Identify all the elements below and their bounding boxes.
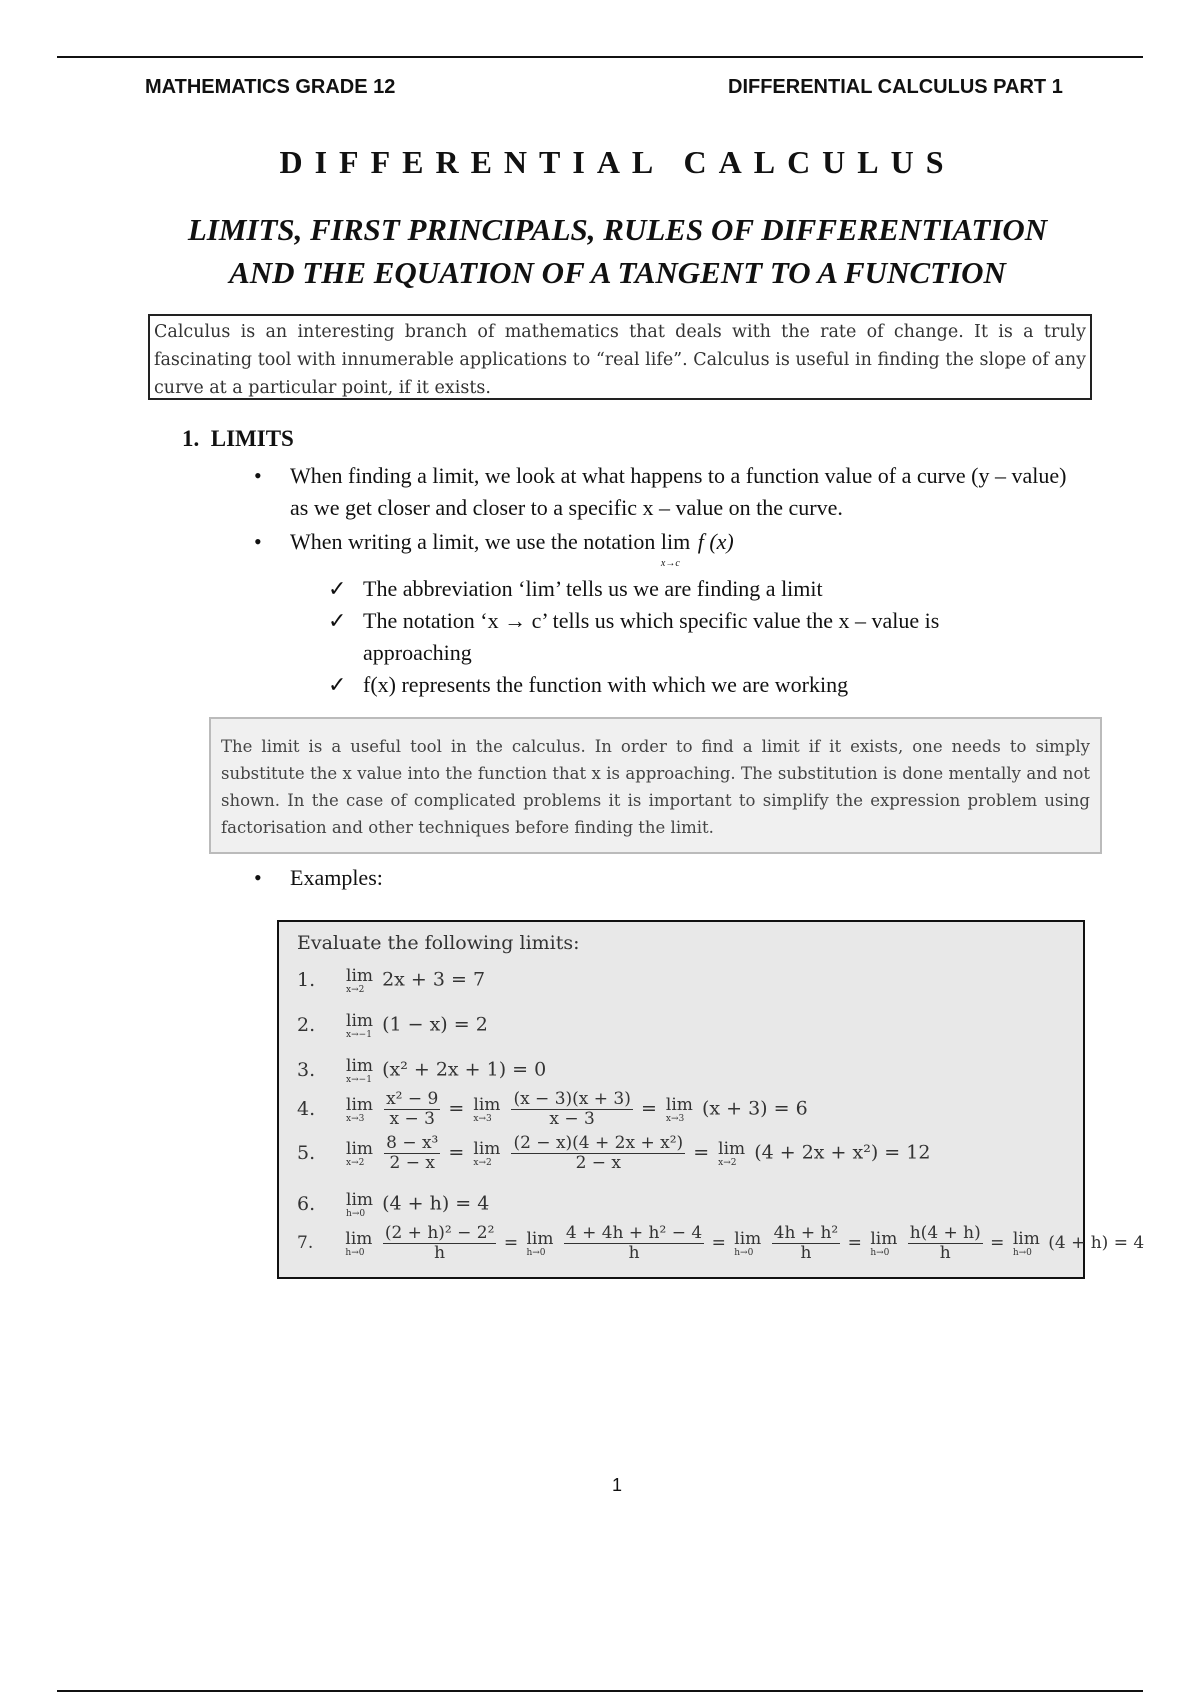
limit-symbol: lim x→2	[473, 1139, 501, 1168]
limit-symbol: lim h→0	[734, 1229, 762, 1258]
limit-symbol: lim x→3	[665, 1095, 693, 1124]
example-row	[297, 966, 485, 995]
fraction: $\frac{\text{x² − 9}}{x - 3}$	[386, 1089, 439, 1129]
subtitle-line-2: AND THE EQUATION OF A TANGENT TO A FUNCTION	[229, 255, 1006, 290]
bullet-item	[254, 526, 1070, 569]
example-expression: (x + 3) = 6	[701, 1097, 808, 1120]
check-item	[328, 605, 1003, 669]
limit-symbol: lim x→−1	[346, 1056, 374, 1085]
limit-symbol: lim x→2	[346, 966, 374, 995]
check-item	[328, 669, 849, 701]
bullet-text: When finding a limit, we look at what happens to a function value of a curve (y – value) as we get closer and closer to a specific x – value on the curve.	[290, 463, 1067, 520]
footer-rule	[57, 1690, 1143, 1692]
bullet-icon: •	[254, 865, 262, 890]
example-expression: 2x + 3 = 7	[382, 968, 486, 991]
limit-symbol: lim x→3	[346, 1095, 374, 1124]
fraction: $\frac{\text{(2 + h)² − 2²}}{h}$	[384, 1223, 495, 1263]
limit-symbol: lim h→0	[345, 1229, 373, 1258]
bullet-text: When writing a limit, we use the notation	[290, 529, 656, 554]
check-text: The abbreviation ‘lim’ tells us we are finding a limit	[363, 576, 823, 601]
limit-symbol: lim x→−1	[346, 1011, 374, 1040]
example-number: 6.	[297, 1192, 316, 1215]
fraction: $\frac{\text{8 − x³}}{2 - x}$	[386, 1133, 439, 1173]
example-number: 4.	[297, 1097, 316, 1120]
checkmark-icon: ✓	[328, 608, 347, 633]
header-rule	[57, 56, 1143, 58]
page-subtitle	[0, 208, 1200, 294]
limit-symbol: lim x→2	[346, 1139, 374, 1168]
fraction: $\frac{\text{4 + 4h + h² − 4}}{h}$	[565, 1223, 703, 1263]
fraction: $\frac{\text{(2 − x)(4 + 2x + x²)}}{2 - x}$	[513, 1133, 684, 1173]
example-expression: (4 + h) = 4	[1048, 1233, 1145, 1253]
page-title: DIFFERENTIAL CALCULUS	[279, 144, 956, 180]
example-row: 5. lim x→2 $\frac{\text{8 − x³}}{2 - x}$ = lim x→2 $\frac{\text{(2 − x)(4 + 2x + x²)}}{2 - x}$ = lim x→2 (4 + 2x + x²) = 12	[297, 1133, 931, 1173]
limit-symbol: lim h→0	[870, 1229, 898, 1258]
limit-symbol: lim h→0	[1012, 1229, 1040, 1258]
example-number: 5.	[297, 1141, 316, 1164]
fraction: $\frac{\text{4h + h²}}{h}$	[773, 1223, 839, 1263]
check-text: f(x) represents the function with which we are working	[363, 672, 849, 697]
example-row	[297, 1056, 546, 1085]
note-box: The limit is a useful tool in the calculus. In order to find a limit if it exists, one needs to simply substitute the x value into the function that x is approaching. The substitution is done mentally and not shown. In the case of complicated problems it is important to simplify the expression problem using factorisation and other techniques before finding the limit.	[209, 717, 1102, 854]
bullet-item	[254, 862, 383, 894]
header-right: DIFFERENTIAL CALCULUS PART 1	[728, 76, 1063, 98]
bullet-icon: •	[254, 463, 262, 488]
intro-box: Calculus is an interesting branch of mathematics that deals with the rate of change. It is a truly fascinating tool with innumerable applications to “real life”. Calculus is useful in finding the slope of any curve at a particular point, if it exists.	[148, 314, 1092, 400]
example-row	[297, 1190, 489, 1219]
header-left: MATHEMATICS GRADE 12	[145, 76, 396, 98]
example-expression: (4 + h) = 4	[382, 1192, 490, 1215]
example-expression: (1 − x) = 2	[382, 1013, 488, 1036]
example-row: 7. lim h→0 $\frac{\text{(2 + h)² − 2²}}{h}$ = lim h→0 $\frac{\text{4 + 4h + h² − 4}}{h}$ = lim h→0 $\frac{\text{4h + h²}}{h}$ = lim h→0 $\frac{h(4 + h)}{h}$ = lim h→0 (4 + h) = 4	[297, 1223, 1145, 1263]
section-heading: 1. LIMITS	[182, 426, 294, 451]
limit-notation	[660, 526, 691, 569]
bullet-text: Examples:	[290, 865, 383, 890]
subtitle-line-1: LIMITS, FIRST PRINCIPALS, RULES OF DIFFERENTIATION	[187, 212, 1048, 247]
limit-symbol: lim h→0	[346, 1190, 374, 1219]
check-text: The notation ‘x → c’ tells us which specific value the x – value is approaching	[363, 608, 940, 665]
function-notation: f (x)	[697, 529, 734, 554]
limit-symbol: lim x→3	[473, 1095, 501, 1124]
limit-symbol: lim h→0	[526, 1229, 554, 1258]
example-expression: (4 + 2x + x²) = 12	[754, 1141, 931, 1164]
limit-symbol: lim x→2	[718, 1139, 746, 1168]
example-row: 4. lim x→3 $\frac{\text{x² − 9}}{x - 3}$ = lim x→3 $\frac{(x - 3)(x + 3)}{x - 3}$ = lim x→3 (x + 3) = 6	[297, 1089, 808, 1129]
check-item	[328, 573, 823, 605]
example-number: 2.	[297, 1013, 316, 1036]
example-expression: (x² + 2x + 1) = 0	[382, 1058, 547, 1081]
page-number: 1	[612, 1475, 623, 1495]
limit-subscript: x→c	[660, 558, 680, 569]
examples-box	[277, 920, 1145, 1279]
examples-title: Evaluate the following limits:	[297, 932, 580, 954]
bullet-item	[254, 460, 1070, 524]
fraction: $\frac{h(4 + h)}{h}$	[909, 1223, 981, 1263]
checkmark-icon: ✓	[328, 672, 347, 697]
example-row	[297, 1011, 488, 1040]
example-number: 3.	[297, 1058, 316, 1081]
example-number: 7.	[297, 1233, 314, 1253]
checkmark-icon: ✓	[328, 576, 347, 601]
bullet-icon: •	[254, 529, 262, 554]
example-number: 1.	[297, 968, 316, 991]
fraction: $\frac{(x - 3)(x + 3)}{x - 3}$	[513, 1089, 631, 1129]
limit-label: lim	[660, 529, 691, 554]
